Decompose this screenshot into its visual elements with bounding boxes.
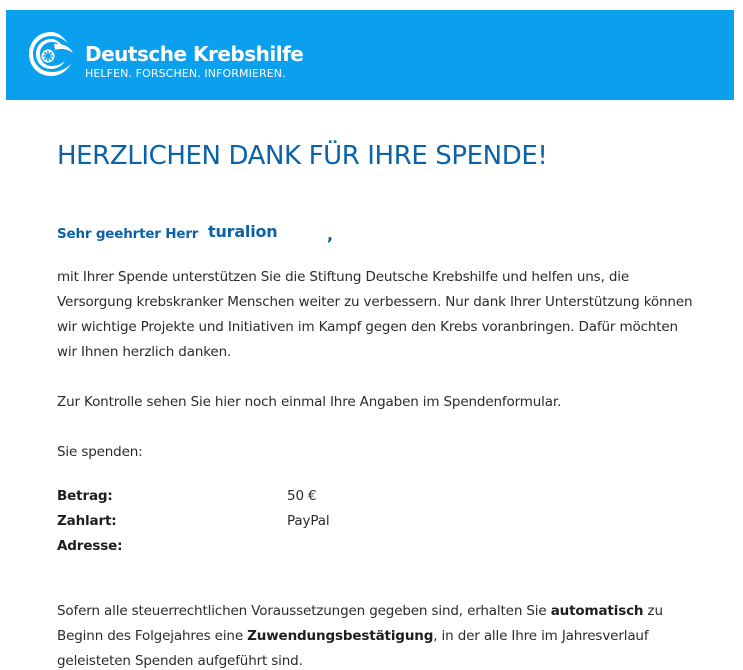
header-banner xyxy=(6,10,734,100)
detail-label: Zahlart: xyxy=(57,513,117,529)
salutation-comma: , xyxy=(327,225,334,244)
donor-name: turalion xyxy=(208,222,278,241)
logo-title: Deutsche Krebshilfe xyxy=(85,42,304,66)
detail-value: PayPal xyxy=(287,513,330,529)
receipt-bold-confirmation: Zuwendungsbestätigung xyxy=(247,628,434,644)
donation-intro: Sie spenden: xyxy=(57,444,143,460)
detail-row-address xyxy=(57,534,657,559)
detail-value: 50 € xyxy=(287,488,317,504)
detail-label: Adresse: xyxy=(57,538,123,554)
review-paragraph: Zur Kontrolle sehen Sie hier noch einmal Ihre Angaben im Spendenformular. xyxy=(57,394,562,410)
thank-you-paragraph: mit Ihrer Spende unterstützen Sie die Stiftung Deutsche Krebshilfe und helfen uns, die Versorgung krebskranker Menschen weiter zu verbessern. Nur dank Ihrer Unterstützung können wir wichtige Projekte und Initiativen im Kampf gegen den Krebs voranbringen. Dafür möchten wir Ihnen herzlich danken. xyxy=(57,269,693,360)
receipt-paragraph xyxy=(57,599,697,670)
receipt-text-part: zu Beginn des Folgejahres eine xyxy=(57,603,663,644)
donation-details xyxy=(57,484,657,559)
detail-row-amount xyxy=(57,484,657,509)
receipt-text-part: , in der alle Ihre im Jahresverlauf geleisteten Spenden aufgeführt sind. xyxy=(57,628,649,669)
salutation-prefix: Sehr geehrter Herr xyxy=(57,226,199,242)
receipt-bold-automatic: automatisch xyxy=(550,603,644,619)
sun-wave-logo-icon xyxy=(26,29,76,79)
logo-tagline: HELFEN. FORSCHEN. INFORMIEREN. xyxy=(85,67,286,80)
detail-label: Betrag: xyxy=(57,488,113,504)
receipt-text-part: Sofern alle steuerrechtlichen Voraussetzungen gegeben sind, erhalten Sie xyxy=(57,603,551,619)
detail-row-payment-method xyxy=(57,509,657,534)
page-title: HERZLICHEN DANK FÜR IHRE SPENDE! xyxy=(57,141,548,171)
